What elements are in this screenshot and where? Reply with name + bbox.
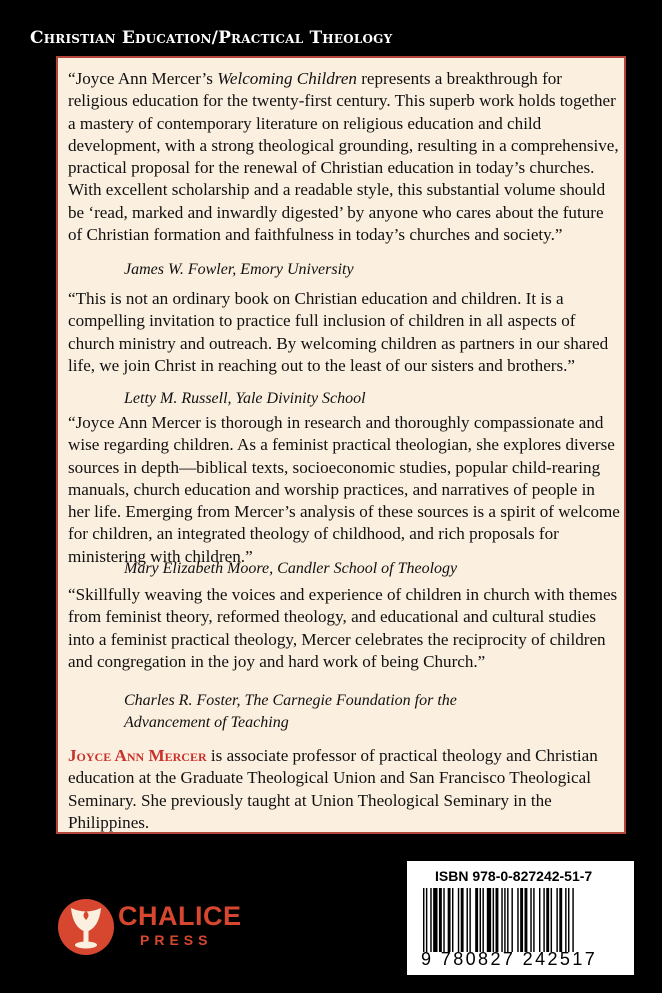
endorsement-attribution-1: James W. Fowler, Emory University — [124, 261, 354, 278]
author-bio-text: is associate professor of practical theology and Christian education at the Graduate Theological Union and San Francisco Theological Seminary. She previously taught at Union Theological Seminary in the Philippines. — [68, 746, 598, 832]
chalice-icon — [58, 899, 114, 955]
barcode-digits: 9 780827 242517 — [421, 949, 598, 969]
endorsement-attribution-3: Mary Elizabeth Moore, Candler School of Theology — [124, 560, 458, 577]
attribution-4-line-1: Charles R. Foster, The Carnegie Foundation for the — [124, 692, 457, 709]
author-name: Joyce Ann Mercer — [68, 746, 207, 765]
endorsement-attribution-2: Letty M. Russell, Yale Divinity School — [124, 390, 366, 407]
publisher-subname: PRESS — [140, 932, 213, 948]
publisher-name: CHALICE — [118, 901, 242, 931]
endorsements-panel — [56, 56, 626, 834]
endorsement-quote-3: “Joyce Ann Mercer is thorough in research and thoroughly compassionate and wise regarding children. As a feminist practical theologian, she explores diverse sources in depth—biblical texts, socioeconomic studies, popular child-rearing manuals, church education and worship practices, and narratives of people in her life. Emerging from Mercer’s analysis of these sources is a spirit of welcome for children, an integrated theology of childhood, and rich proposals for ministering with children.” — [68, 413, 620, 566]
quote-1-text-start: “Joyce Ann Mercer’s — [68, 69, 218, 88]
barcode-bars — [423, 888, 621, 952]
endorsement-quote-2: “This is not an ordinary book on Christian education and children. It is a compelling invitation to practice full inclusion of children in all aspects of church ministry and outreach. By welcoming children as partners in our shared life, we join Christ in reaching out to the least of our sisters and brothers.” — [68, 289, 609, 375]
category-label: Christian Education/Practical Theology — [30, 28, 393, 48]
attribution-4-line-2: Advancement of Teaching — [124, 714, 289, 731]
endorsement-attribution-4 — [124, 690, 614, 734]
book-title: Welcoming Children — [217, 69, 357, 88]
endorsement-quote-1 — [68, 68, 620, 246]
quote-1-text-end: represents a breakthrough for religious education for the twenty-first century. This superb work holds together a mastery of contemporary literature on religious education and child development, with a strong theological grounding, resulting in a comprehensive, practical proposal for the renewal of Christian education in today’s churches. With excellent scholarship and a readable style, this substantial volume should be ‘read, marked and inwardly digested’ by anyone who cares about the future of Christian formation and faithfulness in today’s churches and society.” — [68, 69, 619, 245]
author-bio — [68, 745, 620, 834]
isbn-label: ISBN 978-0-827242-51-7 — [435, 868, 593, 884]
chalice-press-logo — [58, 893, 242, 963]
endorsement-quote-4: “Skillfully weaving the voices and experience of children in church with themes from feminist theory, reformed theology, and educational and cultural studies into a feminist practical theology, Mercer celebrates the reciprocity of children and congregation in the joy and hard work of being Church.” — [68, 585, 618, 671]
isbn-barcode — [407, 861, 634, 975]
